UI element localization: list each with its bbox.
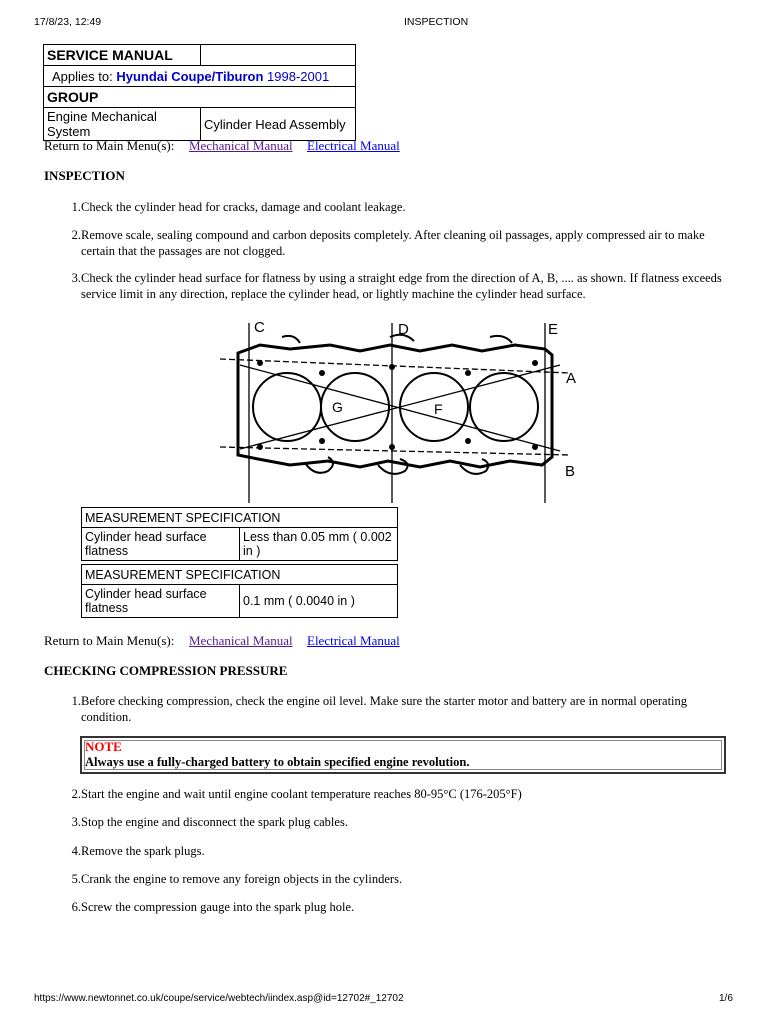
label-c: C bbox=[254, 319, 265, 336]
list-item: 1. Before checking compression, check the engine oil level. Make sure the starter motor and battery are in normal operating condition. bbox=[71, 694, 688, 724]
note-box bbox=[80, 736, 726, 774]
return-menu-top bbox=[44, 138, 400, 154]
group-value: Engine Mechanical System bbox=[44, 108, 201, 141]
list-item: 6. Screw the compression gauge into the spark plug hole. bbox=[71, 900, 355, 914]
print-page-number: 1/6 bbox=[719, 993, 733, 1004]
spec-item: Cylinder head surface flatness bbox=[82, 585, 240, 618]
note-body: Always use a fully-charged battery to obtain specified engine revolution. bbox=[85, 755, 470, 769]
spec-value: Less than 0.05 mm ( 0.002 in ) bbox=[240, 528, 398, 561]
label-e: E bbox=[548, 321, 559, 338]
mechanical-manual-link[interactable]: Mechanical Manual bbox=[189, 138, 293, 153]
spec-value: 0.1 mm ( 0.0040 in ) bbox=[240, 585, 398, 618]
return-label: Return to Main Menu(s): bbox=[44, 138, 175, 153]
return-menu-bottom bbox=[44, 633, 400, 649]
label-g: G bbox=[332, 399, 343, 415]
electrical-manual-link[interactable]: Electrical Manual bbox=[307, 138, 400, 153]
spec-header: MEASUREMENT SPECIFICATION bbox=[82, 508, 398, 528]
spec-table-1 bbox=[81, 507, 398, 561]
list-item: 1. Check the cylinder head for cracks, damage and coolant leakage. bbox=[71, 200, 406, 214]
label-f: F bbox=[434, 401, 443, 417]
spec-item: Cylinder head surface flatness bbox=[82, 528, 240, 561]
group-sub: Cylinder Head Assembly bbox=[201, 108, 356, 141]
print-datetime: 17/8/23, 12:49 bbox=[34, 16, 102, 28]
group-label: GROUP bbox=[44, 87, 356, 108]
service-manual-table bbox=[43, 44, 356, 141]
spec-header: MEASUREMENT SPECIFICATION bbox=[82, 565, 398, 585]
applies-to bbox=[44, 66, 356, 87]
electrical-manual-link[interactable]: Electrical Manual bbox=[307, 633, 400, 648]
service-manual-title: SERVICE MANUAL bbox=[44, 45, 201, 66]
label-d: D bbox=[398, 321, 409, 338]
label-b: B bbox=[565, 463, 576, 480]
label-a: A bbox=[566, 370, 577, 387]
applies-years: 1998-2001 bbox=[267, 68, 330, 84]
list-item: 2. Remove scale, sealing compound and carbon deposits completely. After cleaning oil passages, apply compressed air to make certain that the passages are not clogged. bbox=[71, 228, 705, 258]
list-item: 3. Check the cylinder head surface for flatness by using a straight edge from the direction of A, B, .... as shown. If flatness exceeds service limit in any direction, replace the cylinder head, or lightly machine the cylinder head surface. bbox=[71, 271, 722, 301]
note-title: NOTE bbox=[85, 739, 122, 754]
list-item: 3. Stop the engine and disconnect the spark plug cables. bbox=[71, 815, 348, 829]
mechanical-manual-link[interactable]: Mechanical Manual bbox=[189, 633, 293, 648]
print-page-title: INSPECTION bbox=[404, 16, 469, 28]
return-label: Return to Main Menu(s): bbox=[44, 633, 175, 648]
list-item: 5. Crank the engine to remove any foreign objects in the cylinders. bbox=[71, 872, 403, 886]
applies-prefix: Applies to: bbox=[52, 68, 113, 84]
spec-table-2 bbox=[81, 564, 398, 618]
cylinder-head-diagram bbox=[220, 315, 590, 505]
empty-cell bbox=[201, 45, 356, 66]
applies-model: Hyundai Coupe/Tiburon bbox=[116, 68, 264, 84]
list-item: 2. Start the engine and wait until engine coolant temperature reaches 80-95°C (176-205°F) bbox=[71, 787, 522, 801]
inspection-heading: INSPECTION bbox=[44, 168, 125, 183]
compression-heading: CHECKING COMPRESSION PRESSURE bbox=[44, 663, 288, 678]
list-item: 4. Remove the spark plugs. bbox=[71, 844, 205, 858]
print-url: https://www.newtonnet.co.uk/coupe/service/webtech/iindex.asp@id=12702#_12702 bbox=[34, 993, 404, 1004]
